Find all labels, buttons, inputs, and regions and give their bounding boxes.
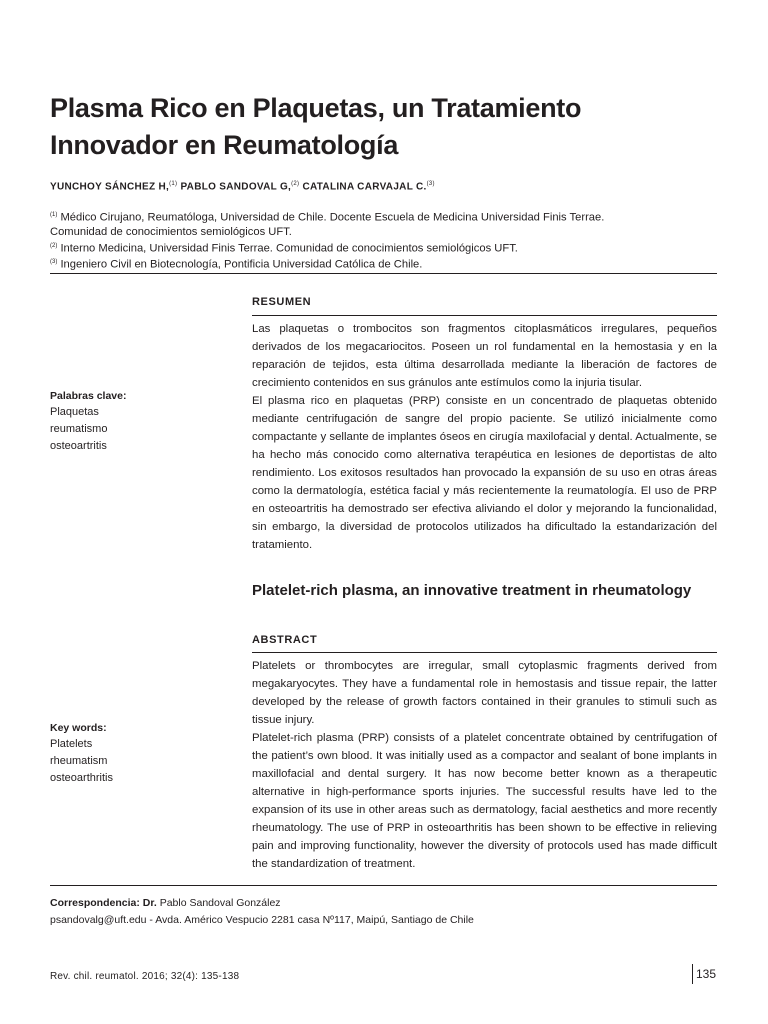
keywords-en	[50, 722, 113, 787]
affiliation-line	[50, 208, 740, 225]
resumen-paragraph: El plasma rico en plaquetas (PRP) consiste en un concentrado de plaquetas obtenido mediante centrifugación de sangre del propio paciente. Se utilizó inicialmente como compactante y sellante de implantes óseos en cirugía maxilofacial y dental. Actualmente, se ha hecho más conocido como alternativa terapéutica en lesiones de deportistas de alto rendimiento. Los exitosos resultados han provocado la expansión de su uso en otras áreas como la dermatología, estética facial y más recientemente la reumatología. El uso de PRP en osteoartritis ha demostrado ser efectiva aliviando el dolor y mejorando la funcionalidad, sin embargo, la diversidad de protocolos utilizados ha dificultado la estandarización del tratamiento.	[252, 395, 717, 551]
title-line: Plasma Rico en Plaquetas, un Tratamiento	[50, 93, 582, 123]
keywords-list	[50, 404, 126, 455]
correspondence-address: - Avda. Américo Vespucio 2281 casa Nº117, Maipú, Santiago de Chile	[146, 914, 474, 926]
keyword: Platelets	[50, 738, 93, 750]
abstract-body	[252, 657, 717, 873]
keyword: osteoarthritis	[50, 772, 113, 784]
footer-divider	[50, 885, 717, 886]
resumen-divider	[252, 315, 717, 316]
correspondence-title: Dr.	[142, 897, 157, 909]
affiliation-text: Ingeniero Civil en Biotecnología, Pontificia Universidad Católica de Chile.	[60, 259, 423, 272]
affiliation-ref: (2)	[50, 242, 58, 249]
keyword: reumatismo	[50, 423, 108, 435]
affiliation-line	[50, 225, 740, 239]
page-number: 135	[692, 964, 716, 984]
abstract-divider	[252, 652, 717, 653]
author-name: YUNCHOY SÁNCHEZ H,	[50, 181, 170, 193]
author-list	[50, 181, 435, 192]
affiliation-ref: (3)	[50, 259, 58, 266]
affiliation-text: Comunidad de conocimientos semiológicos UFT.	[50, 225, 292, 238]
keyword: osteoartritis	[50, 440, 107, 452]
resumen-body	[252, 320, 717, 554]
journal-citation: Rev. chil. reumatol. 2016; 32(4): 135-138	[50, 971, 240, 982]
affiliations	[50, 208, 740, 272]
correspondence-label: Correspondencia:	[50, 897, 140, 909]
correspondence	[50, 895, 474, 929]
keywords-label: Palabras clave:	[50, 390, 127, 402]
author-ref: (3)	[426, 181, 435, 187]
correspondence-name: Pablo Sandoval González	[159, 897, 281, 909]
author-name: PABLO SANDOVAL G,	[180, 181, 292, 193]
correspondence-line	[50, 895, 474, 912]
author-ref: (2)	[291, 181, 300, 187]
keyword: Plaquetas	[50, 406, 99, 418]
keyword: rheumatism	[50, 755, 108, 767]
correspondence-email[interactable]: psandovalg@uft.edu	[50, 914, 147, 926]
header-divider	[50, 273, 717, 274]
author-ref: (1)	[169, 181, 178, 187]
keywords-es	[50, 390, 126, 455]
author-name: CATALINA CARVAJAL C.	[302, 181, 427, 193]
affiliation-text: Interno Medicina, Universidad Finis Terrae. Comunidad de conocimientos semiológicos UFT.	[60, 242, 518, 255]
abstract-paragraph: Platelet-rich plasma (PRP) consists of a platelet concentrate obtained by centrifugation of the patient’s own blood. It was initially used as a compactor and sealant of bone implants in maxillofacial and dental surgery. It has now become better known as a therapeutic alternative in high-performance sports injuries. The successful results have led to the expansion of its use in other areas such as dermatology, facial aesthetics and more recently rheumatology. The use of PRP in osteoarthritis has been shown to be effective in relieving pain and improving functionality, however the diversity of protocols used has made difficult the standardization of treatment.	[252, 732, 717, 870]
keywords-label: Key words:	[50, 722, 107, 734]
abstract-heading: ABSTRACT	[252, 634, 318, 646]
title-line: Innovador en Reumatología	[50, 130, 399, 160]
affiliation-text: Médico Cirujano, Reumatóloga, Universidad de Chile. Docente Escuela de Medicina Universidad Finis Terrae.	[60, 211, 605, 224]
resumen-paragraph: Las plaquetas o trombocitos son fragmentos citoplasmáticos irregulares, pequeños derivados de los megacariocitos. Poseen un rol fundamental en la hemostasia y en la reparación de tejidos, esta última desarrollada mediante la liberación de factores de crecimiento contenidos en sus gránulos ante estímulos como la injuria tisular.	[252, 323, 717, 389]
article-title	[50, 90, 690, 164]
resumen-heading: RESUMEN	[252, 296, 312, 308]
affiliation-line	[50, 239, 740, 256]
correspondence-line	[50, 912, 474, 929]
abstract-paragraph: Platelets or thrombocytes are irregular, small cytoplasmic fragments derived from megakaryocytes. They have a fundamental role in hemostasis and tissue repair, the latter developed by the release of growth factors contained in their granules to stimuli such as tissue injury.	[252, 660, 717, 726]
keywords-list	[50, 736, 113, 787]
affiliation-ref: (1)	[50, 212, 58, 218]
english-title: Platelet-rich plasma, an innovative treatment in rheumatology	[252, 582, 692, 599]
affiliation-line	[50, 255, 740, 272]
